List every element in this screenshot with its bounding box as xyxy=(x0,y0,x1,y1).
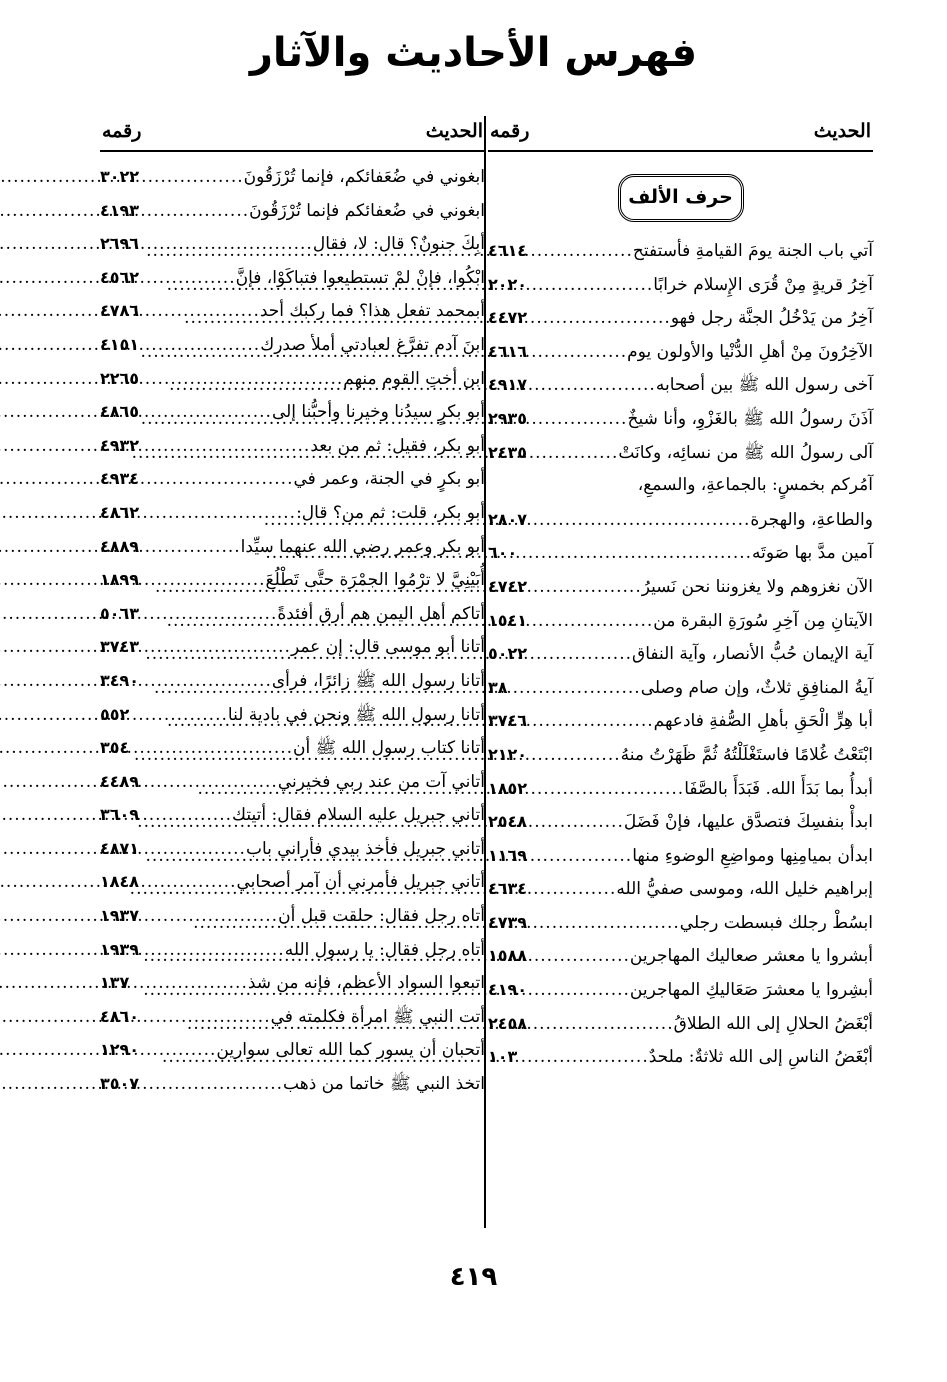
hadith-number: ٤٨٦٥ xyxy=(100,402,140,422)
hadith-text: اتخذ النبي ﷺ خاتما من ذهب xyxy=(283,1074,485,1095)
dot-leader xyxy=(527,638,632,672)
left-column xyxy=(100,112,485,1101)
dot-leader xyxy=(139,295,260,329)
dot-leader xyxy=(527,873,616,907)
hadith-number: ٤٨٧١ xyxy=(100,838,140,858)
dot-leader xyxy=(139,262,236,296)
dot-leader xyxy=(527,336,627,370)
dot-leader xyxy=(139,934,285,968)
index-entry xyxy=(488,268,873,302)
index-entry xyxy=(100,966,485,1000)
hadith-text: أتاه رجل فقال: يا رسول الله xyxy=(284,939,485,960)
index-entry xyxy=(488,939,873,973)
hadith-number: ٤٤٧٢ xyxy=(488,308,528,328)
index-entry xyxy=(488,906,873,940)
index-entry xyxy=(488,469,873,503)
index-entry xyxy=(488,671,873,705)
hadith-text: آيةُ المنافِقِ ثلاثٌ، وإن صام وصلى xyxy=(640,677,873,698)
dot-leader xyxy=(527,806,624,840)
index-entry xyxy=(100,462,485,496)
index-entry xyxy=(100,194,485,228)
hadith-text: أبو بكر، قلت: ثم من؟ قال: xyxy=(296,502,485,523)
dot-leader xyxy=(139,463,293,497)
hadith-text: آذَنَ رسولُ الله ﷺ بالغَزْوِ، وأنا شيخٌ xyxy=(627,408,873,429)
dot-leader xyxy=(527,403,627,437)
hadith-text: ابغوني في ضُعَفائكم، فإنما تُرْزَقُونَ xyxy=(243,167,485,187)
hadith-text: آخى رسول الله ﷺ بين أصحابه xyxy=(655,375,873,396)
column-header xyxy=(100,112,485,152)
hadith-number: ٣٥٠٧ xyxy=(100,1074,140,1094)
number-header: رقمه xyxy=(490,120,530,142)
hadith-number: ٣٦٠٩ xyxy=(100,805,140,825)
hadith-number: ٤٧٤٢ xyxy=(488,576,528,596)
hadith-number: ٤٤٨٩ xyxy=(100,771,140,791)
hadith-text: أبشروا يا معشر صعاليك المهاجرين xyxy=(629,946,873,967)
index-entry xyxy=(100,899,485,933)
hadith-number: ٥٠٦٣ xyxy=(100,603,140,623)
hadith-number: ٤٩١٧ xyxy=(488,375,528,395)
dot-leader xyxy=(527,605,653,639)
hadith-number: ١٥٤١ xyxy=(488,610,528,630)
index-entry xyxy=(488,570,873,604)
dot-leader xyxy=(139,1001,271,1035)
index-entry xyxy=(100,496,485,530)
hadith-number: ٥٠٢٢ xyxy=(488,644,528,664)
dot-leader xyxy=(517,537,752,571)
number-header: رقمه xyxy=(102,120,142,142)
hadith-text: الآخِرُونَ مِنْ أهلِ الدُّنْيا والأولون يوم xyxy=(627,341,873,362)
hadith-number: ١٨٤٨ xyxy=(100,872,140,892)
hadith-text: آمين مدَّ بها صَوتَه xyxy=(752,543,873,564)
hadith-number: ٢٦٩٦ xyxy=(100,234,140,254)
dot-leader xyxy=(527,437,618,471)
index-entry xyxy=(100,1000,485,1034)
hadith-number: ٣٧٤٦ xyxy=(488,711,528,731)
index-entry xyxy=(488,301,873,335)
hadith-text: أتاني جبريل عليه السلام فقال: أتيتك xyxy=(232,805,485,826)
hadith-number: ٤١٩٣ xyxy=(100,200,140,220)
hadith-text: أتت النبي ﷺ امرأة فكلمته في xyxy=(270,1006,485,1027)
index-entry xyxy=(488,234,873,268)
hadith-number: ١٩٣٩ xyxy=(100,939,140,959)
index-entry xyxy=(100,731,485,765)
hadith-text: ابْكُوا، فإنْ لمْ تستطيعوا فتباكَوْا، فإنَّ xyxy=(235,267,485,288)
dot-leader xyxy=(508,672,641,706)
hadith-text: ابن أختِ القوم منهم xyxy=(343,368,485,389)
hadith-number: ٢٩٣٥ xyxy=(488,408,528,428)
hadith-text: والطاعةِ، والهجرة xyxy=(750,509,873,530)
index-entry xyxy=(100,597,485,631)
dot-leader xyxy=(139,329,260,363)
dot-leader xyxy=(139,430,310,464)
index-entry xyxy=(100,328,485,362)
hadith-text: أبدأُ بما بَدَأَ الله. فَبَدَأَ بالصَّفَا xyxy=(684,778,873,799)
hadith-number: ٢١٢٠ xyxy=(488,744,528,764)
hadith-text: الآيتانِ مِن آخِرِ سُورَةِ البقرة من xyxy=(653,610,873,631)
hadith-text: أبْغَضُ الحلالِ إلى الله الطلاقُ xyxy=(673,1013,873,1034)
hadith-text: أتحبان أن يسور كما الله تعالى سوارين xyxy=(216,1040,485,1061)
hadith-number: ٤١٥١ xyxy=(100,334,140,354)
left-entries-list xyxy=(100,160,485,1101)
hadith-text: أتاني جبريل فأخذ بيدي فأراني باب xyxy=(245,838,485,859)
dot-leader xyxy=(139,766,278,800)
index-entry xyxy=(488,738,873,772)
index-entry xyxy=(100,227,485,261)
hadith-text: الآن نغزوهم ولا يغزوننا نحن نَسيرُ xyxy=(641,576,873,597)
dot-leader xyxy=(527,302,671,336)
index-entry xyxy=(488,872,873,906)
hadith-number: ٤٦٣٤ xyxy=(488,879,528,899)
index-entry xyxy=(488,503,873,537)
hadith-number: ٣٤٩٠ xyxy=(100,670,140,690)
hadith-text: أتاني آت من عند ربي فخيرني xyxy=(277,771,485,792)
index-entry xyxy=(100,160,485,194)
index-entry xyxy=(100,362,485,396)
index-entry xyxy=(488,402,873,436)
hadith-number: ٥٥٢ xyxy=(100,704,130,724)
dot-leader xyxy=(527,940,630,974)
hadith-text: أبو بكرٍ في الجنة، وعمر في xyxy=(293,469,485,490)
hadith-text: اتبعوا السواد الأعظم، فإنه من شذ xyxy=(247,973,485,994)
index-entry xyxy=(100,664,485,698)
dot-leader xyxy=(139,564,265,598)
hadith-text: ابْتَعْتُ غُلامًا فاستَغْلَلْتُهُ ثُمَّ ظَهَرْتُ منهُ xyxy=(620,744,873,765)
dot-leader xyxy=(527,773,684,807)
hadith-text: أتاكم أهل اليمن هم أرق أفئدةً xyxy=(277,603,485,624)
hadith-text: أُبَيْنِيَّ لا ترْمُوا الجمْرَة حتَّى تَطْلُعَ xyxy=(265,570,485,591)
dot-leader xyxy=(139,900,278,934)
dot-leader xyxy=(139,161,244,195)
hadith-number: ٢٤٥٨ xyxy=(488,1013,528,1033)
index-entry xyxy=(488,973,873,1007)
hadith-number: ١٩٣٧ xyxy=(100,906,140,926)
dot-leader xyxy=(139,363,343,397)
dot-leader xyxy=(129,732,293,766)
hadith-number: ١٣٧ xyxy=(100,973,130,993)
index-entry xyxy=(100,395,485,429)
dot-leader xyxy=(129,967,248,1001)
hadith-number: ١٨٩٩ xyxy=(100,570,140,590)
hadith-text: أتانا أبو موسى قال: إن عمر xyxy=(290,637,485,658)
index-entry xyxy=(100,1033,485,1067)
index-entry xyxy=(488,536,873,570)
hadith-text: ابسُطْ رجلك فبسطت رجلي xyxy=(679,912,873,933)
hadith-number: ٦٠٠ xyxy=(488,543,518,563)
hadith-number: ٣٧٤٣ xyxy=(100,637,140,657)
dot-leader xyxy=(139,195,249,229)
hadith-text: آخِرُ من يَدْخُلُ الجنَّة رجل فهو xyxy=(670,308,873,329)
index-entry xyxy=(100,429,485,463)
hadith-number: ١٥٨٨ xyxy=(488,946,528,966)
index-entry xyxy=(100,798,485,832)
hadith-text: أتانا رسول الله ﷺ زائرًا، فرأى xyxy=(271,670,485,691)
hadith-text: أبو بكر، فقيل: ثم من بعد xyxy=(310,435,485,456)
index-entry xyxy=(488,805,873,839)
hadith-text: آتي باب الجنة يومَ القيامةِ فأستفتح xyxy=(632,241,873,261)
page-title: فهرس الأحاديث والآثار xyxy=(249,30,698,76)
dot-leader xyxy=(129,699,228,733)
hadith-number: ٤٦١٦ xyxy=(488,341,528,361)
hadith-number: ٤٧٣٩ xyxy=(488,912,528,932)
hadith-number: ٤٧٨٦ xyxy=(100,301,140,321)
hadith-text: أتاني جبريل فأمرني أن آمر أصحابي xyxy=(236,872,485,893)
hadith-number: ١٨٥٢ xyxy=(488,778,528,798)
index-entry xyxy=(100,630,485,664)
hadith-text: آمُركم بخمسٍ: بالجماعةِ، والسمعِ، xyxy=(637,475,873,496)
dot-leader xyxy=(139,799,232,833)
hadith-number: ٣٠٢٢ xyxy=(100,167,140,186)
index-entry xyxy=(488,839,873,873)
hadith-text: ابغوني في ضُعفائكم فإنما تُرْزَقُونَ xyxy=(249,200,485,221)
hadith-number: ٤٨٦٠ xyxy=(100,1006,140,1026)
dot-leader xyxy=(527,369,656,403)
hadith-text: أبِكَ جنونٌ؟ قال: لا، فقال xyxy=(312,234,485,255)
index-entry xyxy=(100,865,485,899)
index-entry xyxy=(100,1067,485,1101)
hadith-number: ٣٥٤ xyxy=(100,738,130,758)
index-entry xyxy=(100,832,485,866)
index-entry xyxy=(100,765,485,799)
hadith-text: ابدأْ بنفسِكَ فتصدَّق عليها، فإنْ فَضَلَ xyxy=(623,812,873,833)
column-header xyxy=(488,112,873,152)
hadith-number: ٢٨٠٧ xyxy=(488,509,528,529)
hadith-text: أبشِروا يا معشرَ صَعَاليكِ المهاجرين xyxy=(629,980,873,1001)
dot-leader xyxy=(139,1034,216,1068)
index-entry xyxy=(100,530,485,564)
hadith-text: أبو بكر وعمر رضي الله عنهما سيِّدا xyxy=(240,536,485,557)
hadith-text: آخِرُ قريةٍ مِنْ قُرَى الإِسلام خرابًا xyxy=(653,274,873,295)
index-entry xyxy=(100,261,485,295)
index-entry xyxy=(488,1040,873,1074)
hadith-number: ٤٨٦٢ xyxy=(100,502,140,522)
hadith-number: ٢٤٣٥ xyxy=(488,442,528,462)
dot-leader xyxy=(517,1041,648,1075)
dot-leader xyxy=(139,866,236,900)
hadith-number: ٣٨ xyxy=(488,677,508,697)
right-entries-list xyxy=(488,234,873,1074)
index-entry xyxy=(100,933,485,967)
hadith-number: ٢٠٢٠ xyxy=(488,274,528,294)
dot-leader xyxy=(527,571,642,605)
dot-leader xyxy=(527,907,680,941)
index-entry xyxy=(100,563,485,597)
index-entry xyxy=(488,1007,873,1041)
hadith-number: ١٢٩٠ xyxy=(100,1040,140,1060)
hadith-text: أتاه رجل فقال: حلقت قبل أن xyxy=(278,906,485,927)
dot-leader xyxy=(527,840,632,874)
hadith-number: ٤٦١٤ xyxy=(488,241,528,260)
dot-leader xyxy=(139,228,313,262)
hadith-text: آية الإيمان حُبُّ الأنصار، وآية النفاق xyxy=(632,644,873,665)
dot-leader xyxy=(139,497,296,531)
hadith-number: ٢٥٤٨ xyxy=(488,812,528,832)
dot-leader xyxy=(527,739,621,773)
hadith-header: الحديث xyxy=(425,120,483,142)
dot-leader xyxy=(527,269,653,303)
index-entry xyxy=(488,637,873,671)
right-column xyxy=(488,112,873,1074)
hadith-header: الحديث xyxy=(813,120,871,142)
hadith-number: ١١٦٩ xyxy=(488,845,528,865)
dot-leader xyxy=(139,631,291,665)
hadith-text: إبراهيم خليل الله، وموسى صفيُّ الله xyxy=(616,879,873,900)
dot-leader xyxy=(527,1008,674,1042)
hadith-number: ٤٨٨٩ xyxy=(100,536,140,556)
index-entry xyxy=(488,335,873,369)
dot-leader xyxy=(139,665,272,699)
dot-leader xyxy=(139,531,241,565)
hadith-text: ابنَ آدم تفرَّغ لعبادتي أملأ صدرك xyxy=(260,334,485,355)
page-number: ٤١٩ xyxy=(449,1262,498,1292)
dot-leader xyxy=(139,833,246,867)
hadith-text: أتانا رسول الله ﷺ ونحن في بادية لنا xyxy=(227,704,485,725)
index-entry xyxy=(100,294,485,328)
hadith-number: ١٠٣ xyxy=(488,1047,518,1067)
hadith-number: ٤١٩٠ xyxy=(488,980,528,1000)
dot-leader xyxy=(139,598,277,632)
hadith-number: ٤٩٣٤ xyxy=(100,469,140,489)
index-entry xyxy=(488,436,873,470)
dot-leader xyxy=(139,1068,283,1102)
index-entry xyxy=(488,368,873,402)
hadith-text: أبمحمد تفعل هذا؟ فما ركبك أحد xyxy=(259,301,485,322)
hadith-text: ابدأن بميامِنِها ومواضِعِ الوضوءِ منها xyxy=(632,845,873,866)
dot-leader xyxy=(527,974,630,1008)
hadith-number: ٤٥٦٢ xyxy=(100,267,140,287)
index-entry xyxy=(488,604,873,638)
hadith-text: أتانا كتاب رسول الله ﷺ أن xyxy=(293,738,485,759)
index-entry xyxy=(488,704,873,738)
hadith-text: أبو بكرٍ سيدُنا وخيرنا وأحبُّنا إلى xyxy=(271,402,485,423)
hadith-number: ٤٩٣٢ xyxy=(100,435,140,455)
dot-leader xyxy=(527,705,654,739)
dot-leader xyxy=(139,396,272,430)
index-entry xyxy=(100,698,485,732)
section-label-alif: حرف الألف xyxy=(618,174,744,222)
hadith-text: آلى رسولُ الله ﷺ من نسائِه، وكانَتْ xyxy=(618,442,873,463)
dot-leader xyxy=(527,235,633,269)
dot-leader xyxy=(527,504,750,538)
hadith-text: أبا هِرٍّ الْحَقِ بأهلِ الصُّفةِ فادعهم xyxy=(653,711,873,732)
hadith-text: أبْغَضُ الناسِ إلى الله ثلاثةٌ: ملحدٌ xyxy=(648,1047,873,1068)
index-entry xyxy=(488,772,873,806)
hadith-number: ٢٢٦٥ xyxy=(100,368,140,388)
